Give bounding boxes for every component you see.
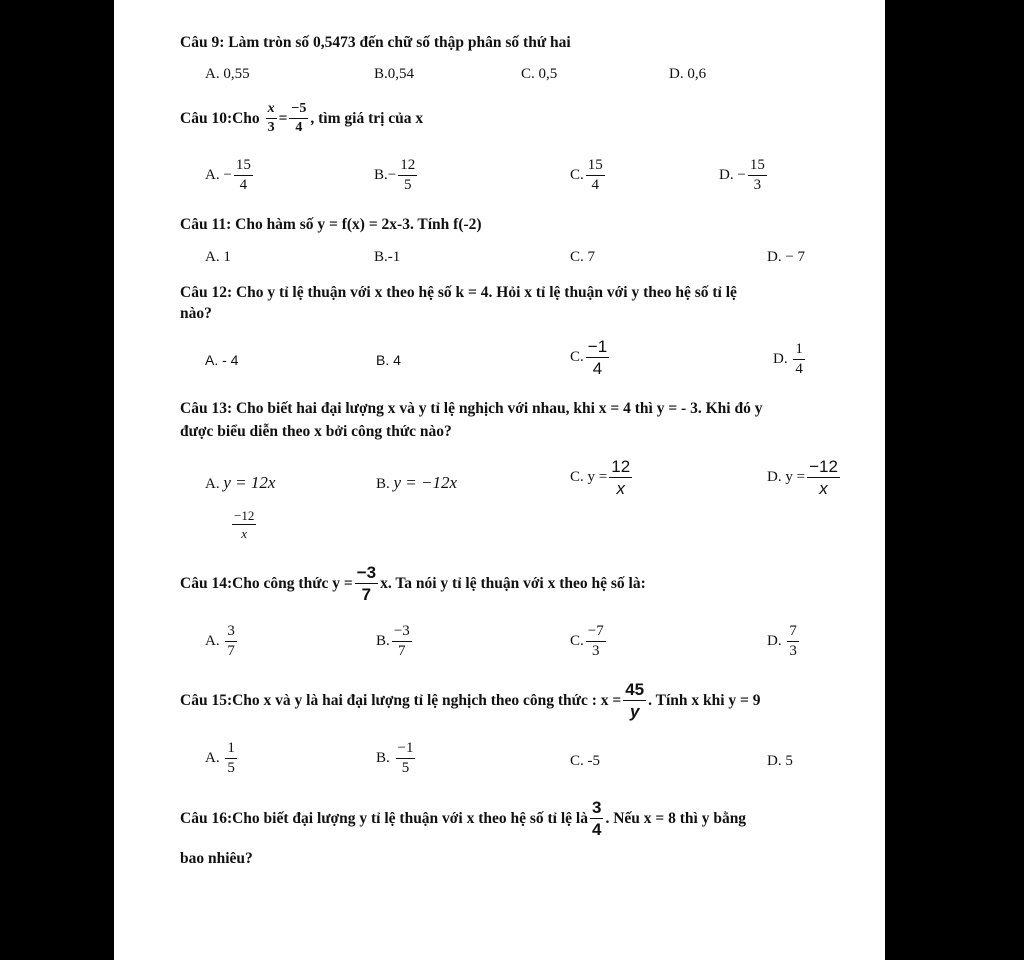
q12-option-a: A. - 4 xyxy=(205,352,239,368)
q14-post: x. Ta nói y tỉ lệ thuận với x theo hệ số là: xyxy=(380,574,646,592)
q10-d-fraction: $\frac{15}{3}$ xyxy=(749,157,765,193)
question-10 xyxy=(180,102,423,135)
q10-post: , tìm giá trị của x xyxy=(310,109,424,127)
q15-pre: Cho x và y là hai đại lượng tỉ lệ nghịch theo công thức : x = xyxy=(232,691,622,709)
q9-option-a: A. 0,55 xyxy=(205,66,250,82)
q10-fraction-x-3: $\frac{x}{3}$ xyxy=(267,101,275,135)
document-page xyxy=(114,0,885,960)
q10-fraction-neg5-4: $\frac{-5}{4}$ xyxy=(291,101,307,135)
q11-option-c: C. 7 xyxy=(570,249,596,265)
q13-c-fraction: $\frac{12}{x}$ xyxy=(611,457,631,498)
q9-label: Câu 9: xyxy=(180,34,225,51)
q11-text: Cho hàm số y = f(x) = 2x-3. Tính f(-2) xyxy=(231,216,482,233)
q13-line2: được biểu diễn theo x bởi công thức nào? xyxy=(180,423,452,440)
question-16 xyxy=(180,799,746,838)
q15-option-c: C. -5 xyxy=(570,753,600,769)
q11-option-a: A. 1 xyxy=(205,249,231,265)
q14-b-fraction: $\frac{-3}{7}$ xyxy=(393,623,410,659)
q16-post: . Nếu x = 8 thì y bằng xyxy=(605,809,747,827)
q9-option-b: B.0,54 xyxy=(374,66,415,82)
q16-line2: bao nhiêu? xyxy=(180,850,253,867)
q12-c-fraction: $\frac{-1}{4}$ xyxy=(587,337,608,378)
q10-label: Câu 10: xyxy=(180,109,233,127)
q12-option-d: D. $\frac{1}{4}$ xyxy=(773,341,803,377)
q14-option-b: B. $\frac{-3}{7}$ xyxy=(376,623,410,659)
question-14 xyxy=(180,564,646,603)
q10-option-a: A. − $\frac{15}{4}$ xyxy=(205,157,251,193)
q12-option-c: C. $\frac{-1}{4}$ xyxy=(570,337,608,378)
q10-option-d: D. − $\frac{15}{3}$ xyxy=(719,157,765,193)
q12-d-fraction: $\frac{1}{4}$ xyxy=(795,341,803,377)
q10-option-b: B.− $\frac{12}{5}$ xyxy=(374,157,416,193)
q10-pre: Cho xyxy=(232,109,260,127)
q12-option-b: B. 4 xyxy=(376,352,401,368)
q15-a-fraction: $\frac{1}{5}$ xyxy=(227,740,235,776)
q13-option-d: D. y = $\frac{-12}{x}$ xyxy=(767,457,838,498)
q15-option-d: D. 5 xyxy=(767,753,793,769)
q13-option-a: A. y = 12x xyxy=(205,473,276,492)
question-11 xyxy=(180,216,482,234)
question-12 xyxy=(180,284,737,302)
q14-pre: Cho công thức y = xyxy=(232,574,353,592)
q9-text: Làm tròn số 0,5473 đến chữ số thập phân số thứ hai xyxy=(224,34,571,51)
q15-option-a: A. $\frac{1}{5}$ xyxy=(205,740,235,776)
q13-option-c: C. y = $\frac{12}{x}$ xyxy=(570,457,631,498)
q11-option-b: B.-1 xyxy=(374,249,401,265)
q16-pre: Cho biết đại lượng y tỉ lệ thuận với x theo hệ số tỉ lệ là xyxy=(232,809,588,827)
q12-line1: Cho y tỉ lệ thuận với x theo hệ số k = 4. Hỏi x tỉ lệ thuận với y theo hệ số tỉ lệ xyxy=(232,284,737,301)
q9-option-c: C. 0,5 xyxy=(521,66,558,82)
question-15 xyxy=(180,681,761,720)
q9-option-d: D. 0,6 xyxy=(669,66,707,82)
question-13 xyxy=(180,400,762,418)
q14-c-fraction: $\frac{-7}{3}$ xyxy=(587,623,604,659)
q13-option-b: B. y = −12x xyxy=(376,473,458,492)
q15-option-b: B. $\frac{-1}{5}$ xyxy=(376,740,414,776)
q14-a-fraction: $\frac{3}{7}$ xyxy=(227,623,235,659)
q13-label: Câu 13: xyxy=(180,400,233,417)
q13-d-fraction: $\frac{-12}{x}$ xyxy=(809,457,838,498)
q15-label: Câu 15: xyxy=(180,691,233,709)
q14-option-d: D. $\frac{7}{3}$ xyxy=(767,623,797,659)
q14-d-fraction: $\frac{7}{3}$ xyxy=(789,623,797,659)
q14-label: Câu 14: xyxy=(180,574,233,592)
q12-line2: nào? xyxy=(180,305,212,322)
q15-post: . Tính x khi y = 9 xyxy=(648,691,761,709)
q14-option-a: A. $\frac{3}{7}$ xyxy=(205,623,235,659)
q10-option-c: C. $\frac{15}{4}$ xyxy=(570,157,603,193)
q10-a-fraction: $\frac{15}{4}$ xyxy=(235,157,251,193)
q12-label: Câu 12: xyxy=(180,284,233,301)
q15-b-fraction: $\frac{-1}{5}$ xyxy=(397,740,414,776)
q13-extra-fraction: $\frac{-12}{x}$ xyxy=(234,508,255,541)
q16-label: Câu 16: xyxy=(180,809,233,827)
q14-option-c: C. $\frac{-7}{3}$ xyxy=(570,623,604,659)
q16-fraction: $\frac{3}{4}$ xyxy=(591,798,602,839)
q10-equals: = xyxy=(278,109,288,127)
q10-b-fraction: $\frac{12}{5}$ xyxy=(400,157,416,193)
q11-label: Câu 11: xyxy=(180,216,232,233)
q11-option-d: D. − 7 xyxy=(767,249,806,265)
q14-fraction: $\frac{-3}{7}$ xyxy=(356,563,377,604)
q13-line1: Cho biết hai đại lượng x và y tỉ lệ nghịch với nhau, khi x = 4 thì y = - 3. Khi đó y xyxy=(232,400,763,417)
q10-c-fraction: $\frac{15}{4}$ xyxy=(587,157,603,193)
question-9 xyxy=(180,34,571,52)
q15-fraction: $\frac{45}{y}$ xyxy=(625,680,645,721)
